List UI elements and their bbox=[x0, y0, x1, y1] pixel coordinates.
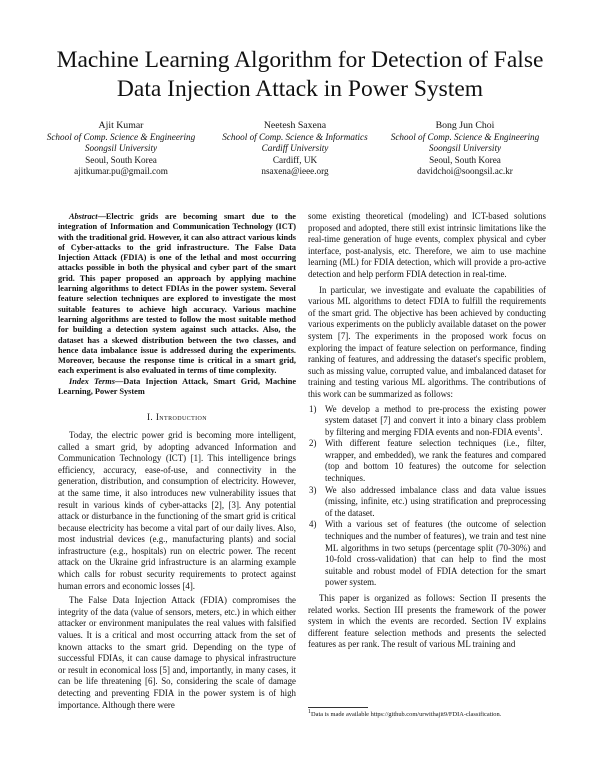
index-terms bbox=[58, 377, 296, 398]
right-paragraph-2: In particular, we investigate and evaluate the capabilities of various ML algorithms to detect FDIA to fulfill the requirements of the smart grid. The objective has been achieved by conducting various experiments on the publicly available dataset on the power system [7]. The experiments in the proposed work focus on exploring the impact of feature selection on performance, finding ranking of features, and addressing the dataset's specific problem, such as missing value, corrupted value, and imbalanced dataset for training and testing various ML algorithms. The contributions of this work can be summarized as follows: bbox=[308, 284, 546, 399]
author-city: Seoul, South Korea bbox=[85, 154, 157, 165]
author-city: Seoul, South Korea bbox=[429, 154, 501, 165]
author-name: Bong Jun Choi bbox=[435, 120, 495, 131]
footnote-text[interactable]: Data is made available https://github.com/urwithajit9/FDIA-classification. bbox=[311, 711, 502, 718]
list-text: We also addressed imbalance class and data value issues (missing, infinite, etc.) using stratification and preprocessing of the dataset. bbox=[325, 484, 546, 518]
section-title: Introduction bbox=[155, 412, 208, 423]
list-number: 1) bbox=[309, 403, 317, 414]
list-number: 2) bbox=[309, 438, 317, 449]
list-item bbox=[308, 519, 546, 589]
footnote-number: 1 bbox=[308, 708, 311, 715]
intro-paragraph-2: The False Data Injection Attack (FDIA) compromises the integrity of the data (value of sensors, meters, etc.) in which either attacker or environment manipulates the real values with falsified values. It is a critical and most occurring attack from the set of known attacks to the smart grid. Depending on the type of successful FDIAs, it can cause damage to physical infrastructure or result in economical loss [5] and, importantly, in many cases, it can be life threatening [6]. So, considering the scale of damage detecting and preventing FDIA in the power system is of high importance. Although there were bbox=[58, 595, 296, 710]
abstract-lead: Abstract bbox=[69, 212, 98, 221]
list-item bbox=[308, 438, 546, 484]
list-text: With a various set of features (the outcome of selection techniques and the number of features), we train and test nine ML algorithms in two setups (percentage split (70-30%) and 10-fold cross-validation) that can help to find the most suitable and robust model of FDIA detection for the smart power system. bbox=[325, 519, 546, 588]
contributions-list bbox=[308, 404, 546, 590]
list-tail: . bbox=[540, 426, 543, 437]
author-2 bbox=[200, 120, 390, 178]
abstract-text: —Electric grids are becoming smart due to the integration of Information and Communication Technology (ICT) with the traditional grid. However, it can also attract various kinds of Cyber-attacks to the grid infrastructure. The False Data Injection Attack (FDIA) is one of the lethal and most occurring attacks possible in both the physical and cyber part of the smart grid. This paper proposed an approach by applying machine learning algorithms to detect FDIAs in the power system. Several feature selection techniques are explored to investigate the most suitable features to achieve high accuracy. Various machine learning algorithms are tested to follow the most suitable method for building a detection system against such attacks. Also, the dataset has a skewed distribution between the two classes, and hence data imbalance issue is addressed during the experiments. Moreover, because the response time is critical in a smart grid, each experiment is also evaluated in terms of time complexity. bbox=[58, 212, 296, 376]
section-heading bbox=[58, 412, 296, 424]
author-school: School of Comp. Science & Engineering bbox=[390, 131, 540, 142]
list-number: 4) bbox=[309, 519, 317, 530]
author-name: Ajit Kumar bbox=[98, 120, 144, 131]
author-email: davidchoi@soongsil.ac.kr bbox=[417, 166, 513, 177]
index-terms-text: —Data Injection Attack, Smart Grid, Machine Learning, Power System bbox=[58, 376, 297, 397]
list-number: 3) bbox=[309, 484, 317, 495]
author-school: School of Comp. Science & Engineering bbox=[46, 131, 196, 142]
author-name: Neetesh Saxena bbox=[263, 120, 327, 131]
author-3 bbox=[370, 120, 560, 178]
title-line-1: Machine Learning Algorithm for Detection of False bbox=[56, 47, 544, 73]
author-email: ajitkumar.pu@gmail.com bbox=[74, 166, 168, 177]
author-email: nsaxena@ieee.org bbox=[261, 166, 329, 177]
abstract bbox=[58, 212, 296, 377]
list-item bbox=[308, 404, 546, 439]
author-1 bbox=[26, 120, 216, 178]
author-university: Cardiff University bbox=[261, 143, 329, 154]
title-line-2: Data Injection Attack in Power System bbox=[116, 76, 484, 102]
list-item bbox=[308, 485, 546, 520]
footnote-marker: 1 bbox=[537, 426, 541, 433]
author-school: School of Comp. Science & Informatics bbox=[222, 131, 368, 142]
author-city: Cardiff, UK bbox=[272, 154, 318, 165]
author-university: Soongsil University bbox=[428, 143, 502, 154]
index-terms-lead: Index Terms bbox=[69, 376, 115, 386]
paper-title bbox=[20, 46, 580, 104]
author-university: Soongsil University bbox=[84, 143, 158, 154]
footnote bbox=[308, 708, 548, 719]
right-column bbox=[308, 211, 546, 651]
left-column bbox=[58, 212, 296, 711]
right-paragraph-3: This paper is organized as follows: Section II presents the related works. Section III presents the framework of the power system in which the events are recorded. Section IV explains different feature selection methods and presents the selected features as per rank. The result of various ML training and bbox=[308, 593, 546, 650]
intro-paragraph-1: Today, the electric power grid is becoming more intelligent, called a smart grid, by adopting advanced Information and Communication Technology (ICT) [1]. This intelligence brings efficiency, accuracy, ease-of-use, and connectivity in the generation, distribution, and consumption of electricity. However, at the same time, it also introduces new vulnerability issues that result in various kinds of cyber-attacks [2], [3]. Any potential attack or disturbance in the functioning of the smart grid is critical because electricity has become a vital part of our daily lives. Also, most industrial devices (e.g., manufacturing plants) and social infrastructure (e.g., hospitals) run on electric power. The recent attack on the Ukraine grid infrastructure is an alarming example which calls for robust security requirements to protect against human errors and economic losses [4]. bbox=[58, 429, 296, 591]
list-text: We develop a method to pre-process the existing power system dataset [7] and convert it into a binary class problem by filtering and merging FDIA events and non-FDIA events bbox=[325, 403, 546, 437]
section-numeral: I. bbox=[146, 412, 154, 423]
footnote-divider bbox=[308, 707, 368, 708]
right-paragraph-1: some existing theoretical (modeling) and ICT-based solutions proposed and adopted, there still exist intrinsic limitations like the real-time generation of huge events, complex physical and cyber interface, post-analysis, etc. Therefore, we aim to use machine learning (ML) for FDIA detection, which will provide a pro-active detection and help perform FDIA detection in real-time. bbox=[308, 211, 546, 279]
list-text: With different feature selection techniques (i.e., filter, wrapper, and embedded), we rank the features and compared (top and bottom 10 features) the outcome for selection techniques. bbox=[325, 438, 546, 484]
